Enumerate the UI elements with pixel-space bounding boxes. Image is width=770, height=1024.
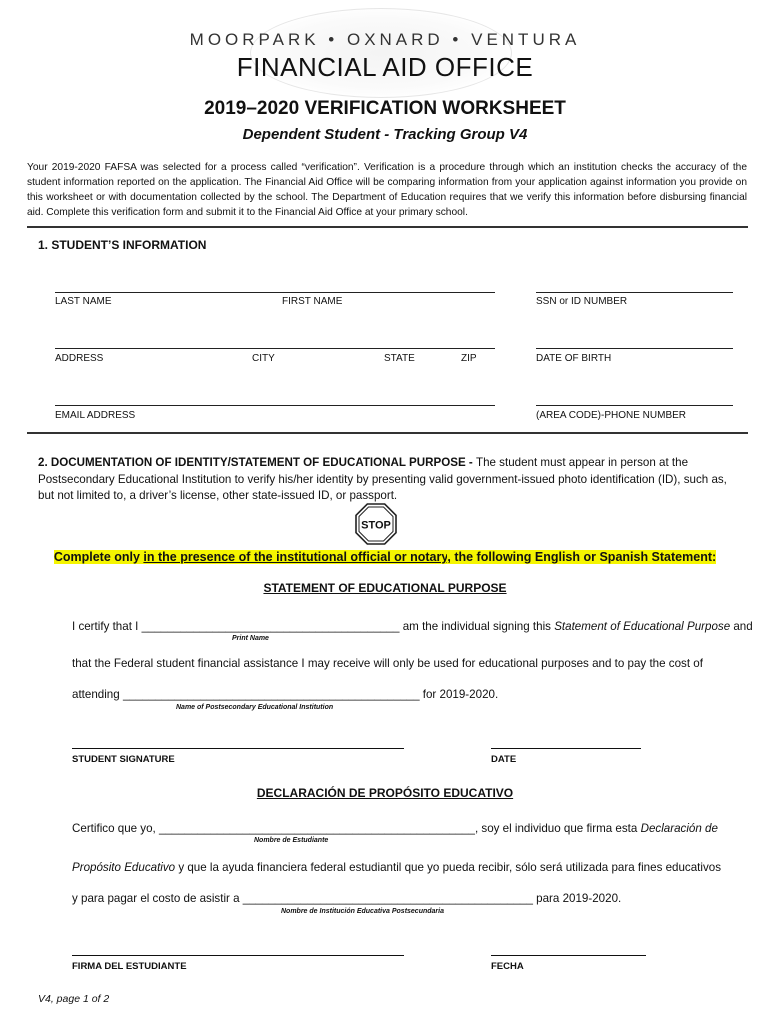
institution-field[interactable]: ______________________________________________ (122, 688, 420, 701)
asistir-pre: y para pagar el costo de asistir a (72, 892, 243, 905)
firma-label: FIRMA DEL ESTUDIANTE (72, 961, 187, 972)
ssn-field-line[interactable] (536, 292, 733, 293)
page-title: 2019–2020 VERIFICATION WORKSHEET (204, 98, 566, 119)
zip-label: ZIP (461, 353, 477, 364)
section-divider (27, 226, 748, 228)
ssn-label: SSN or ID NUMBER (536, 296, 628, 307)
stop-sign-icon (355, 503, 397, 545)
last-name-label: LAST NAME (55, 296, 112, 307)
proposito-italic: Propósito Educativo (72, 861, 176, 874)
spanish-asistir-line (72, 892, 621, 905)
student-signature-label: STUDENT SIGNATURE (72, 754, 175, 765)
section2-title: 2. DOCUMENTATION OF IDENTITY/STATEMENT OF EDUCATIONAL PURPOSE - (38, 456, 476, 469)
notice-pre: Complete only (53, 550, 144, 564)
nombre-label: Nombre de Estudiante (254, 837, 329, 844)
date-label: DATE (491, 754, 517, 765)
english-certify-line (72, 620, 753, 633)
section1-title: 1. STUDENT’S INFORMATION (38, 238, 207, 252)
section2-text: The student must appear in person at the Postsecondary Educational Institution to verify his/her identity by presenting valid government-issued photo identification (ID), such as, but not limited to, a driver’s license, other state-issued ID, or passport. (38, 456, 727, 502)
certify-italic: Statement of Educational Purpose (554, 620, 731, 633)
section-divider (27, 432, 748, 434)
address-label: ADDRESS (55, 353, 104, 364)
certifico-italic: Declaración de (640, 822, 718, 835)
page-footer: V4, page 1 of 2 (38, 993, 110, 1005)
name-field-line[interactable] (55, 292, 495, 293)
fecha-label: FECHA (491, 961, 524, 972)
institucion-label: Nombre de Institución Educativa Postsecundaria (281, 908, 444, 915)
fecha-line[interactable] (491, 955, 646, 956)
certify-end: and (730, 620, 753, 633)
page-subtitle: Dependent Student - Tracking Group V4 (242, 126, 528, 143)
stop-sign-label: STOP (361, 519, 391, 532)
notice-underlined: in the presence of the institutional official or notary (143, 550, 448, 564)
institucion-field[interactable]: _____________________________________________ (242, 892, 533, 905)
print-name-field[interactable]: ________________________________________ (141, 620, 400, 633)
state-label: STATE (384, 353, 415, 364)
attending-pre: attending (72, 688, 123, 701)
certifico-post: , soy el individuo que firma esta (474, 822, 641, 835)
attending-post: for 2019-2020. (419, 688, 499, 701)
email-label: EMAIL ADDRESS (55, 410, 136, 421)
phone-field-line[interactable] (536, 405, 733, 406)
dob-field-line[interactable] (536, 348, 733, 349)
certify-post: am the individual signing this (399, 620, 555, 633)
nombre-field[interactable]: _________________________________________________ (159, 822, 475, 835)
first-name-label: FIRST NAME (282, 296, 343, 307)
english-purpose-line: that the Federal student financial assistance I may receive will only be used for educational purposes and to pay the cost of (72, 657, 703, 670)
certifico-pre: Certifico que yo, (72, 822, 159, 835)
signature-date-line[interactable] (491, 748, 641, 749)
phone-label: (AREA CODE)-PHONE NUMBER (536, 410, 687, 421)
dob-label: DATE OF BIRTH (536, 353, 612, 364)
city-label: CITY (252, 353, 275, 364)
proposito-text: y que la ayuda financiera federal estudiantil que yo pueda recibir, sólo será utilizada para fines educativos (175, 861, 722, 874)
spanish-purpose-line (72, 861, 721, 874)
intro-paragraph: Your 2019-2020 FAFSA was selected for a process called “verification”. Verification is a procedure through which an institution checks the accuracy of the student information reported on the application. The Financial Aid Office will be comparing information from your application against information you provide on this worksheet or with documentation collected by the school. The Department of Education requires that we verify this information before disbursing financial aid. Complete this verification form and submit it to the Financial Aid Office at your primary school. (27, 162, 747, 218)
notice-post: , the following English or Spanish Statement: (447, 550, 717, 564)
firma-line[interactable] (72, 955, 404, 956)
student-signature-line[interactable] (72, 748, 404, 749)
english-attending-line (72, 688, 498, 701)
institution-label: Name of Postsecondary Educational Institution (176, 704, 334, 711)
office-name: FINANCIAL AID OFFICE (236, 52, 534, 82)
certify-pre: I certify that I (72, 620, 142, 633)
district-cities: MOORPARK • OXNARD • VENTURA (189, 30, 581, 49)
address-field-line[interactable] (55, 348, 495, 349)
english-statement-heading: STATEMENT OF EDUCATIONAL PURPOSE (263, 581, 507, 595)
print-name-label: Print Name (232, 635, 269, 642)
asistir-post: para 2019-2020. (532, 892, 622, 905)
email-field-line[interactable] (55, 405, 495, 406)
spanish-statement-heading: DECLARACIÓN DE PROPÓSITO EDUCATIVO (256, 786, 514, 800)
section2-paragraph (38, 455, 738, 505)
spanish-certify-line (72, 822, 718, 835)
presence-notice (0, 550, 770, 564)
